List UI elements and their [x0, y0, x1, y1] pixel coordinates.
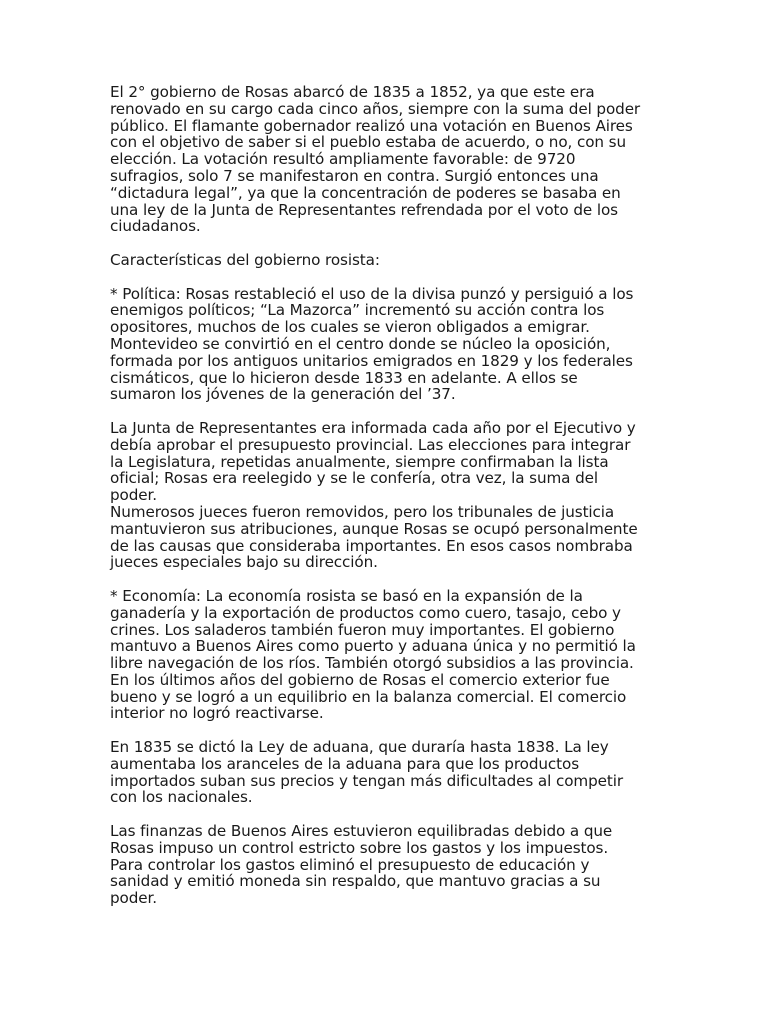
paragraph-economia: * Economía: La economía rosista se basó en la expansión de la ganadería y la exportación de productos como cuero, tasajo, cebo y crines. Los saladeros también fueron muy importantes. El gobierno mantuvo a Buenos Aires como puerto y aduana única y no permitió la libre navegación de los ríos. También otorgó subsidios a las provincia. En los últimos años del gobierno de Rosas el comercio exterior fue bueno y se logró a un equilibrio en la balanza comercial. El comercio interior no logró reactivarse. — [110, 586, 636, 723]
paragraph-finanzas: Las finanzas de Buenos Aires estuvieron equilibradas debido a que Rosas impuso un control estricto sobre los gastos y los impuestos. Para controlar los gastos eliminó el presupuesto de educación y sanidad y emitió moneda sin respaldo, que mantuvo gracias a su poder. — [110, 822, 613, 908]
paragraph-intro: El 2° gobierno de Rosas abarcó de 1835 a 1852, ya que este era renovado en su cargo cada cinco años, siempre con la suma del poder público. El flamante gobernador realizó una votación en Buenos Aires con el objetivo de saber si el pueblo estaba de acuerdo, o no, con su elección. La votación resultó ampliamente favorable: de 9720 sufragios, solo 7 se manifestaron en contra. Surgió entonces una “dictadura legal”, ya que la concentración de poderes se basaba en una ley de la Junta de Representantes refrendada por el voto de los ciudadanos. — [110, 83, 641, 236]
section-heading-caracteristicas: Características del gobierno rosista: — [110, 250, 380, 269]
paragraph-jueces: Numerosos jueces fueron removidos, pero los tribunales de justicia mantuvieron sus atribuciones, aunque Rosas se ocupó personalmente de las causas que consideraba importantes. En esos casos nombraba jueces especiales bajo su dirección. — [110, 502, 638, 572]
paragraph-ley-aduana: En 1835 se dictó la Ley de aduana, que duraría hasta 1838. La ley aumentaba los aranceles de la aduana para que los productos importados suban sus precios y tengan más dificultades al competir con los nacionales. — [110, 738, 624, 807]
paragraph-politica: * Política: Rosas restableció el uso de la divisa punzó y persiguió a los enemigos políticos; “La Mazorca” incrementó su acción contra los opositores, muchos de los cuales se vieron obligados a emigrar. Montevideo se convirtió en el centro donde se núcleo la oposición, formada por los antiguos unitarios emigrados en 1829 y los federales cismáticos, que lo hicieron desde 1833 en adelante. A ellos se sumaron los jóvenes de la generación del ’37. — [110, 284, 634, 404]
document-page — [110, 84, 658, 924]
paragraph-junta: La Junta de Representantes era informada cada año por el Ejecutivo y debía aprobar el presupuesto provincial. Las elecciones para integrar la Legislatura, repetidas anualmente, siempre confirmaban la lista oficial; Rosas era reelegido y se le confería, otra vez, la suma del poder. — [110, 418, 636, 505]
